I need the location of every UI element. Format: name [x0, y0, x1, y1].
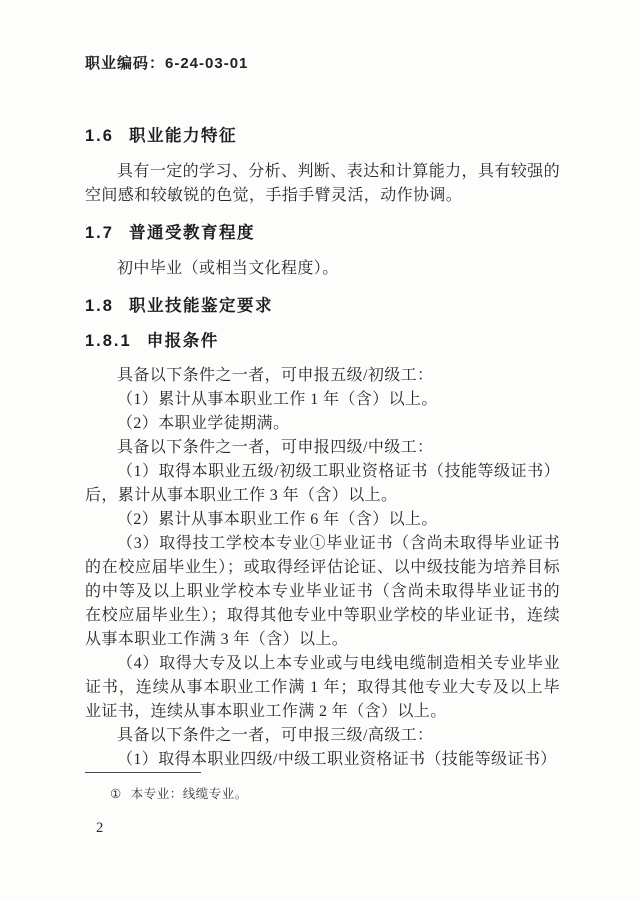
section-heading-1-8-1: [85, 330, 560, 352]
paragraph: （2）累计从事本职业工作 6 年（含）以上。: [117, 511, 438, 528]
footnote: [110, 786, 248, 802]
section-title: 申报条件: [146, 332, 219, 350]
section-heading-1-7: [85, 222, 560, 244]
section-number: 1.7: [85, 224, 114, 242]
paragraph: （1）取得本职业四级/中级工职业资格证书（技能等级证书）: [117, 751, 557, 768]
paragraph: 具备以下条件之一者，可申报四级/中级工：: [117, 439, 434, 456]
occupation-code: 职业编码：6-24-03-01: [85, 55, 249, 72]
section-heading-1-8: [85, 295, 560, 317]
footnote-text: 本专业：线缆专业。: [130, 787, 248, 801]
paragraph: 具备以下条件之一者，可申报五级/初级工：: [117, 367, 434, 384]
paragraph: 初中毕业（或相当文化程度）。: [117, 260, 339, 277]
paragraph: （1）取得本职业五级/初级工职业资格证书（技能等级证书）后，累计从事本职业工作 3 年（含）以上。: [85, 463, 560, 504]
paragraph: 具有一定的学习、分析、判断、表达和计算能力，具有较强的空间感和较敏锐的色觉，手指手臂灵活，动作协调。: [85, 163, 560, 204]
section-title: 职业能力特征: [128, 127, 237, 145]
paragraph: （2）本职业学徒期满。: [117, 415, 290, 432]
page-number: 2: [96, 820, 104, 836]
section-number: 1.8.1: [85, 332, 132, 350]
footnote-divider: [85, 772, 201, 773]
paragraph: （3）取得技工学校本专业①毕业证书（含尚未取得毕业证书的在校应届毕业生）；或取得经评估论证、以中级技能为培养目标的中等及以上职业学校本专业毕业证书（含尚未取得毕业证书的在校应届毕业生）；取得其他专业中等职业学校的毕业证书，连续从事本职业工作满 3 年（含）以上。: [85, 535, 560, 648]
page-header: [85, 55, 560, 73]
footnote-marker: ①: [110, 787, 122, 801]
section-number: 1.6: [85, 127, 114, 145]
paragraph: （4）取得大专及以上本专业或与电线电缆制造相关专业毕业证书，连续从事本职业工作满 1 年；取得其他专业大专及以上毕业证书，连续从事本职业工作满 2 年（含）以上。: [85, 655, 560, 720]
section-title: 职业技能鉴定要求: [128, 297, 273, 315]
paragraph: （1）累计从事本职业工作 1 年（含）以上。: [117, 391, 438, 408]
section-number: 1.8: [85, 297, 114, 315]
section-heading-1-6: [85, 125, 560, 147]
paragraph: 具备以下条件之一者，可申报三级/高级工：: [117, 727, 434, 744]
section-title: 普通受教育程度: [128, 224, 255, 242]
document-body: [85, 125, 560, 772]
